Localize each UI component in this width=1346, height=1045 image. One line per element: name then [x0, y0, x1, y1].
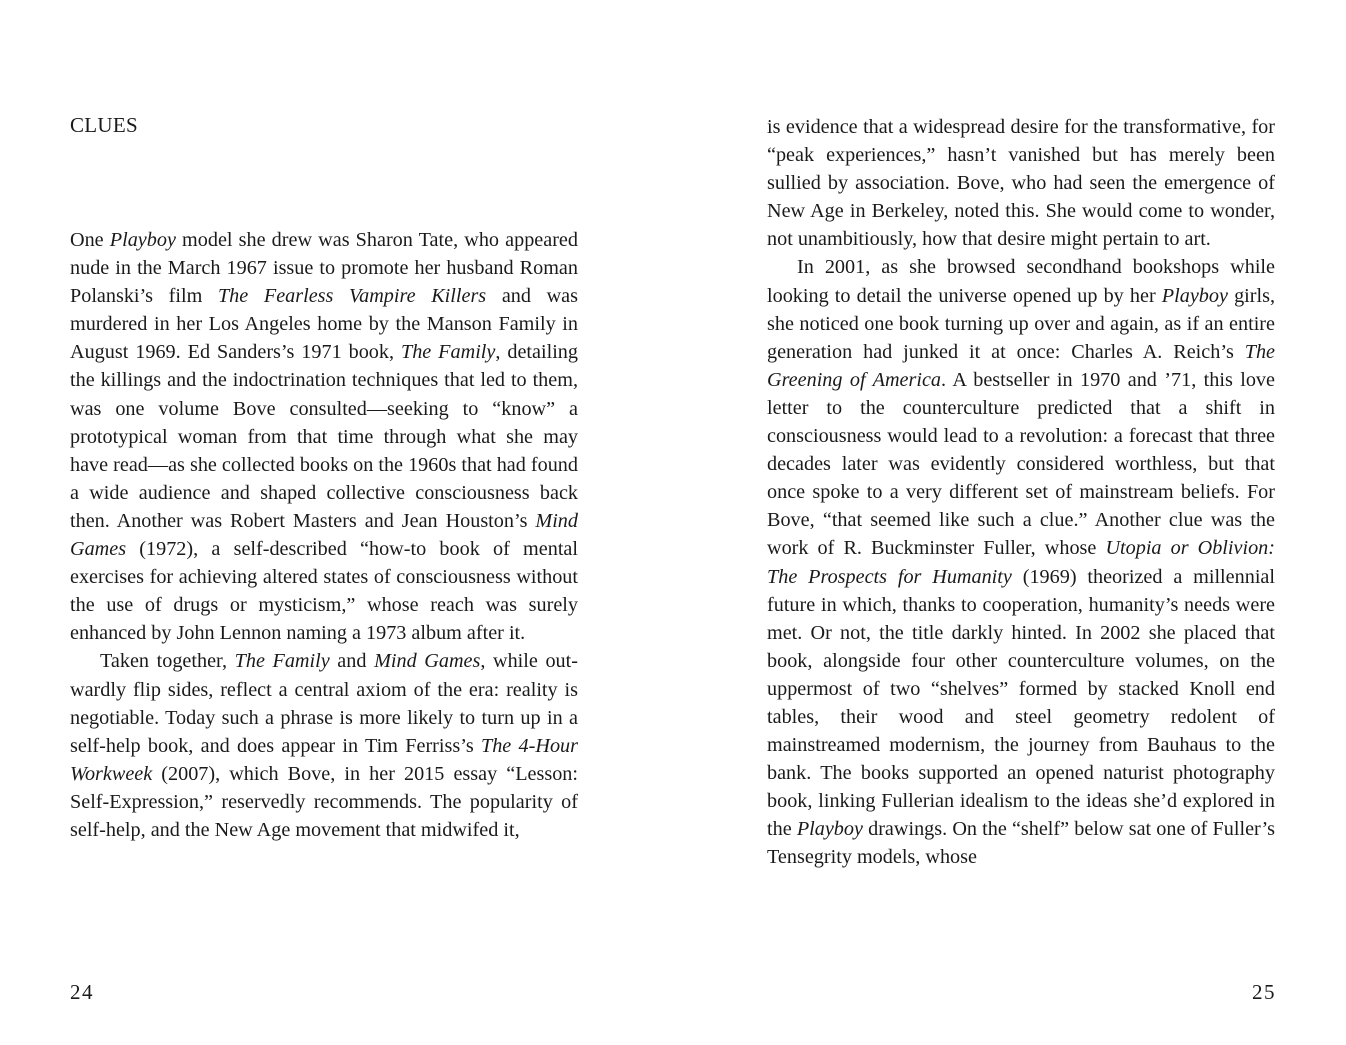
italic-title: Playboy	[796, 818, 863, 841]
text-run: One	[70, 229, 110, 251]
text-run: and	[329, 650, 375, 673]
text-run: (1969) theorized a millennial future in which, thanks to cooperation, humanity’s needs were met. Or not, the title darkly hinted. In 2002 she placed that book, alongside four other counterculture volumes, on the uppermost of two “shelves” formed by stacked Knoll end tables, their wood and steel geometry redolent of mainstreamed modernism, the journey from Bauhaus to the bank. The books supported an opened naturist photography book, linking Fullerian idealism to the ideas she’d explored in the	[767, 565, 1275, 841]
text-run: In 2001, as she browsed secondhand bookshops while looking to detail the universe opened up by her	[767, 256, 1275, 307]
paragraph	[767, 113, 1275, 253]
page-number: 24	[70, 980, 94, 1004]
text-run: model she drew was Sharon Tate, who appeared nude in the March 1967 issue to promote her husband Roman Polanski’s film	[70, 229, 578, 308]
italic-title: The Fearless Vampire Killers	[217, 285, 487, 308]
italic-title: The Family	[400, 341, 496, 364]
left-page-body	[70, 226, 578, 844]
italic-title: Playboy	[1161, 284, 1228, 307]
text-run: (1972), a self-described “how-to book of mental exercises for achieving altered states of consciousness without the use of drugs or mysticism,” whose reach was surely enhanced by John Lennon naming a 1973 album after it.	[70, 538, 578, 645]
text-run: , detailing the killings and the indoctrination techniques that led to them, was one volume Bove consulted—seeking to “know” a prototypical woman from that time through what she may have read—as she collected books on the 1960s that had found a wide audience and shaped collective consciousness back then. Another was Robert Masters and Jean Houston’s	[70, 341, 578, 532]
text-run: and was murdered in her Los Angeles home by the Manson Family in August 1969. Ed Sanders’s 1971 book,	[70, 285, 578, 364]
text-run: girls, she noticed one book turning up over and again, as if an entire generation had junked it at once: Charles A. Reich’s	[767, 284, 1276, 363]
italic-title: The Family	[234, 650, 330, 673]
page-number: 25	[1252, 980, 1276, 1004]
text-run: Taken together,	[100, 650, 235, 673]
italic-title: Mind Games	[374, 650, 481, 673]
italic-title: Mind Games	[70, 509, 578, 561]
paragraph	[70, 226, 578, 647]
text-run: (2007), which Bove, in her 2015 essay “Lesson: Self-Expression,” reservedly recommends. The popularity of self-help, and the New Age movement that midwifed it,	[70, 762, 578, 841]
paragraph	[767, 253, 1275, 871]
text-run: is evidence that a widespread desire for the transformative, for “peak experiences,” hasn’t vanished but has merely been sullied by association. Bove, who had seen the emergence of New Age in Berkeley, noted this. She would come to wonder, not unambitiously, how that desire might pertain to art.	[767, 116, 1275, 251]
running-head: CLUES	[70, 113, 139, 137]
right-page-body	[767, 113, 1275, 872]
paragraph	[70, 647, 578, 844]
italic-title: Utopia or Oblivion: The Prospects for Humanity	[767, 537, 1275, 588]
italic-title: The 4-Hour Workweek	[70, 734, 578, 785]
right-page	[673, 0, 1346, 1045]
italic-title: The Greening of America	[767, 340, 1275, 391]
text-run: . A bestseller in 1970 and ’71, this love letter to the counterculture predicted that a shift in consciousness would lead to a revolution: a forecast that three decades later was evidently considered worthless, but that once spoke to a very different set of mainstream beliefs. For Bove, “that seemed like such a clue.” Another clue was the work of R. Buckminster Fuller, whose	[767, 368, 1275, 560]
text-run: , while outwardly flip sides, reflect a central axiom of the era: reality is negotiable. Today such a phrase is more likely to turn up in a self-help book, and does appear in Tim Ferriss’s	[70, 650, 578, 757]
italic-title: Playboy	[109, 229, 176, 251]
text-run: drawings. On the “shelf” below sat one of Fuller’s Tensegrity models, whose	[767, 818, 1275, 869]
